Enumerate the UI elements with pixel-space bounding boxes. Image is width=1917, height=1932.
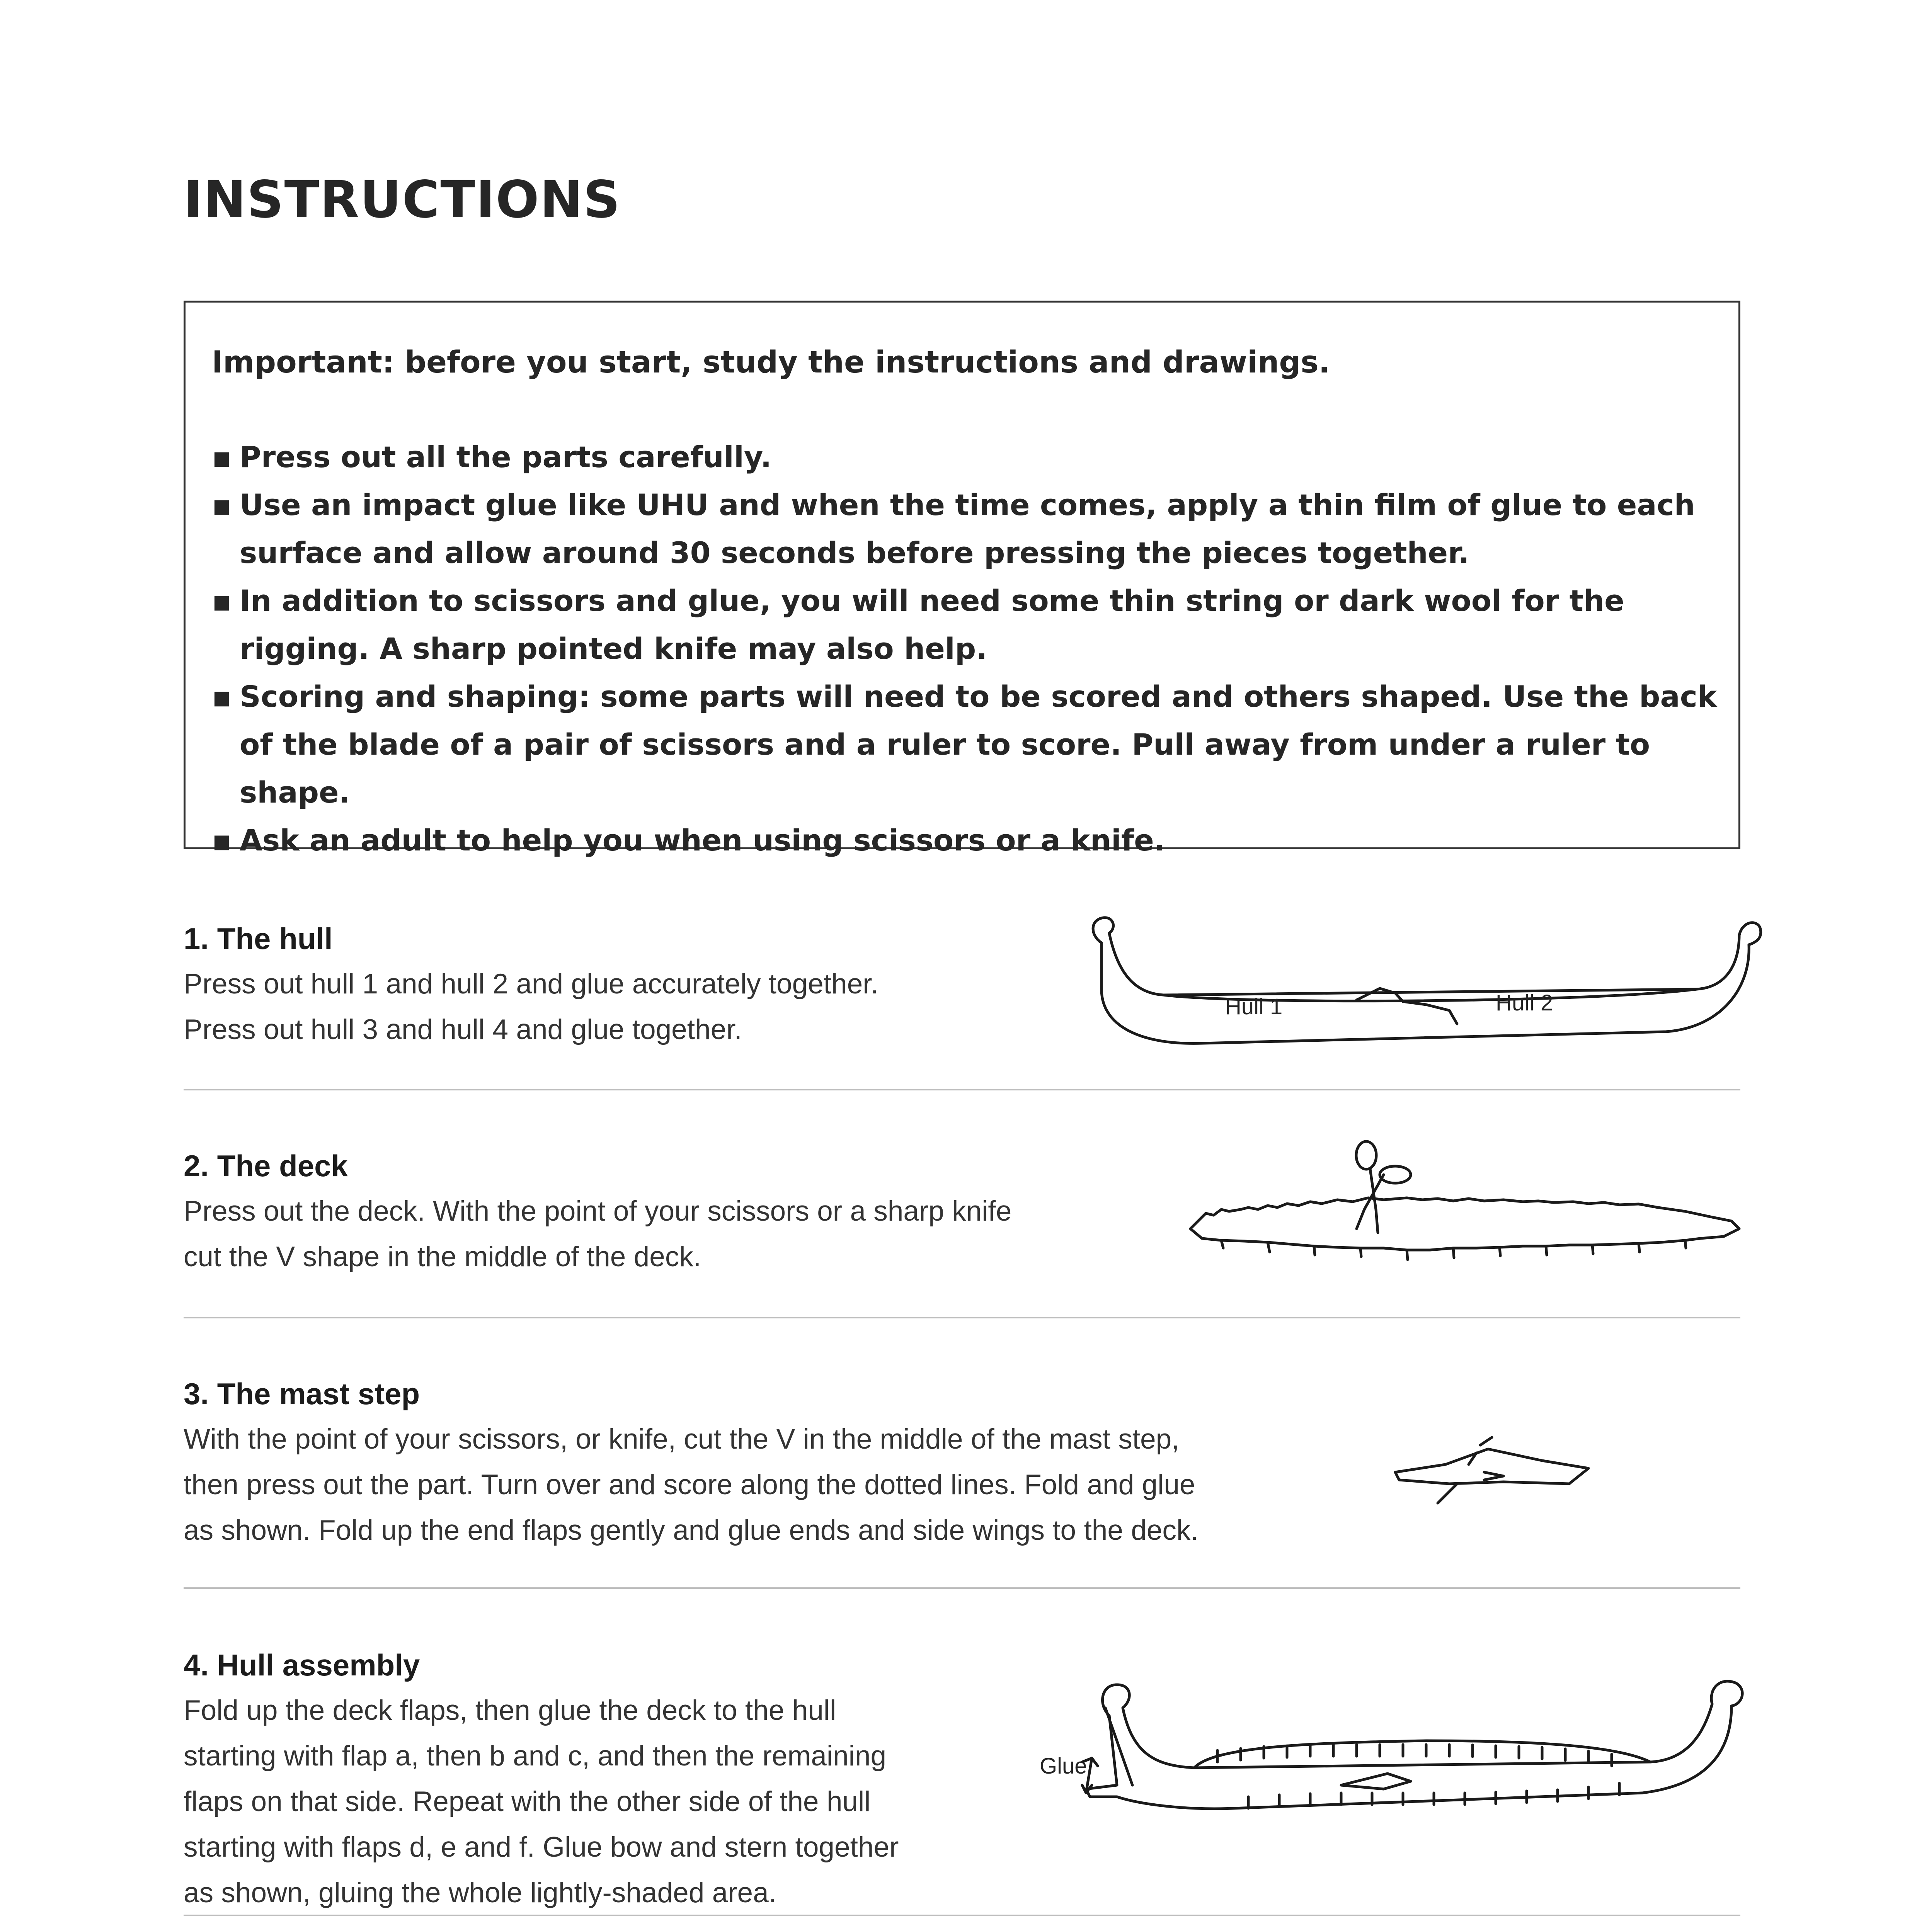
bullet-icon: ▪ xyxy=(212,440,232,474)
step-text-line: as shown, gluing the whole lightly-shaded area. xyxy=(184,1877,776,1908)
hull-1-label: Hull 1 xyxy=(1225,994,1283,1019)
step-text-line: Press out the deck. With the point of your scissors or a sharp knife xyxy=(184,1196,1012,1227)
mast-step-drawing xyxy=(1388,1430,1604,1515)
notice-item: ▪ Press out all the parts carefully. xyxy=(212,433,1719,481)
hull-drawing xyxy=(1086,912,1766,1059)
notice-item: ▪ Use an impact glue like UHU and when the time comes, apply a thin film of glue to each surface and allow around 30 seconds before pressing the pieces together. xyxy=(212,481,1719,577)
hull-assembly-drawing xyxy=(1040,1669,1766,1870)
important-notice-box xyxy=(184,301,1740,857)
notice-list xyxy=(212,433,1719,864)
assembly-hull-outline xyxy=(1086,1681,1742,1809)
divider xyxy=(184,1587,1740,1589)
bullet-icon: ▪ xyxy=(212,488,232,522)
divider xyxy=(184,1317,1740,1318)
hull-joint xyxy=(1357,988,1457,1024)
step-text-line: Press out hull 1 and hull 2 and glue accurately together. xyxy=(184,968,878,1000)
assembly-mast-step xyxy=(1341,1774,1411,1789)
bullet-icon: ▪ xyxy=(212,583,232,618)
step-hull-assembly xyxy=(184,1642,1034,1916)
notice-item: ▪ Scoring and shaping: some parts will need to be scored and others shaped. Use the back of the blade of a pair of scissors and a ruler to score. Pull away from under a ruler to shape. xyxy=(212,673,1719,816)
scissors-handle-icon xyxy=(1356,1141,1376,1169)
bullet-icon: ▪ xyxy=(212,679,232,714)
step-text-line: With the point of your scissors, or knife, cut the V in the middle of the mast step, xyxy=(184,1423,1180,1455)
hull-2-label: Hull 2 xyxy=(1496,990,1553,1015)
step-text-line: cut the V shape in the middle of the deck. xyxy=(184,1241,701,1272)
notice-item: ▪ Ask an adult to help you when using scissors or a knife. xyxy=(212,816,1719,864)
step-text-line: flaps on that side. Repeat with the other side of the hull xyxy=(184,1786,871,1817)
step-title: 4. Hull assembly xyxy=(184,1648,420,1682)
divider xyxy=(184,1915,1740,1916)
step-text-line: Fold up the deck flaps, then glue the deck to the hull xyxy=(184,1695,836,1726)
glue-bracket xyxy=(1105,1708,1132,1785)
step-text-line: Press out hull 3 and hull 4 and glue together. xyxy=(184,1014,742,1045)
step-deck xyxy=(184,1143,1304,1280)
step-title: 2. The deck xyxy=(184,1149,348,1183)
hull-outline xyxy=(1093,918,1761,1044)
divider xyxy=(184,1089,1740,1090)
step-title: 3. The mast step xyxy=(184,1377,420,1411)
step-mast-step xyxy=(184,1371,1498,1553)
step-text-line: as shown. Fold up the end flaps gently and glue ends and side wings to the deck. xyxy=(184,1515,1199,1546)
glue-label: Glue xyxy=(1040,1753,1087,1779)
bullet-icon: ▪ xyxy=(212,823,232,857)
step-title: 1. The hull xyxy=(184,922,333,956)
step-text-line: starting with flap a, then b and c, and then the remaining xyxy=(184,1740,887,1772)
mast-step-v-cut xyxy=(1438,1437,1503,1503)
notice-heading: Important: before you start, study the instructions and drawings. xyxy=(212,345,1330,380)
notice-item: ▪ In addition to scissors and glue, you will need some thin string or dark wool for the rigging. A sharp pointed knife may also help. xyxy=(212,577,1719,673)
step-text-line: starting with flaps d, e and f. Glue bow and stern together xyxy=(184,1832,899,1863)
step-text-line: then press out the part. Turn over and score along the dotted lines. Fold and glue xyxy=(184,1469,1195,1500)
deck-outline xyxy=(1190,1198,1739,1250)
page-title: INSTRUCTIONS xyxy=(184,170,621,230)
deck-drawing xyxy=(1175,1132,1755,1287)
